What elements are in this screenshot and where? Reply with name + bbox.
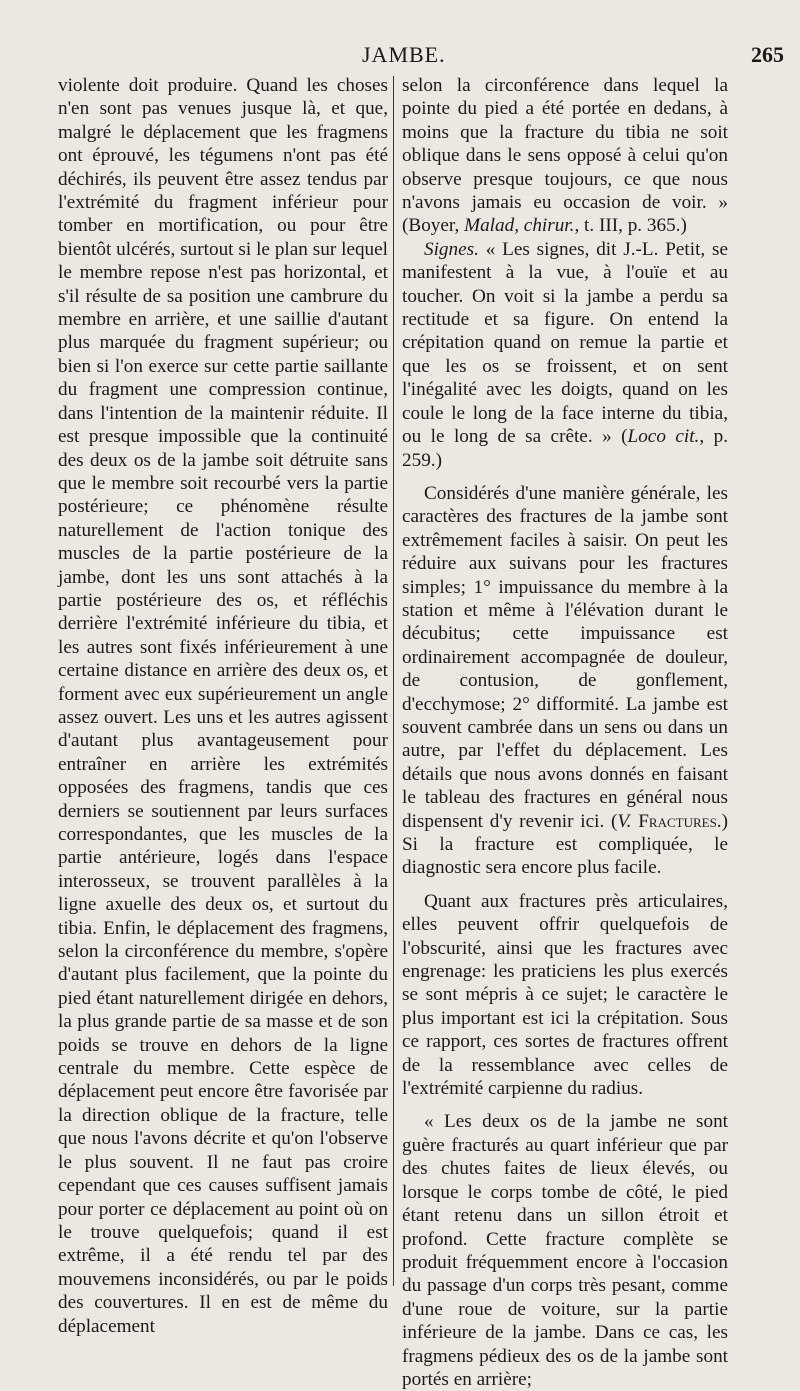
signes-end: , p. 259.)	[402, 426, 728, 471]
right-paragraph-1-text: selon la circonférence dans lequel la pointe du pied a été portée en dedans, à moins que la fracture du tibia ne soit oblique dans le sens opposé à celui qu'on observe presque toujours, ce que nous n'avons jamais eu occasion de voir. » (Boyer,	[402, 75, 728, 237]
consideres-text: Considérés d'une manière générale, les caractères des fractures de la jambe sont extrêmement faciles à saisir. On peut les réduire aux suivans pour les fractures simples; 1° impuissance du membre à la station et même à l'élévation durant le décubitus; cette impuissance est ordinairement accompagnée de douleur, de contusion, de gonflement, d'ecchymose; 2° difformité. La jambe est souvent cambrée dans un sens ou dans un autre, par l'effet du déplacement. Les détails que nous avons donnés en faisant le tableau des fractures en général nous dispensent d'y revenir ici. (	[402, 482, 728, 832]
signes-label: Signes.	[424, 238, 479, 260]
see-also-marker: V.	[617, 810, 632, 832]
running-head	[0, 42, 800, 72]
left-paragraph-1: violente doit produire. Quand les choses n'en sont pas venues jusque là, et que, malgré le déplacement que les fragmens ont éprouvé, les tégumens n'ont pas été déchirés, ils peuvent être assez tendus par l'extrémité du fragment inférieur pour tomber en mortification, ou pour être bientôt ulcérés, surtout si le plan sur lequel le membre repose n'est pas horizontal, et s'il résulte de sa position une cambrure du membre en arrière, et une saillie d'autant plus marquée du fragment supérieur; ou bien si l'on exerce sur cette partie saillante du fragment une compression continue, dans l'intention de la maintenir réduite. Il est presque impossible que la continuité des deux os de la jambe soit détruite sans que le membre soit recourbé vers la partie postérieure; ce phénomène résulte naturellement de l'action tonique des muscles de la partie postérieure de la jambe, dont les uns sont attachés à la partie postérieure des os, et réfléchis derrière l'extrémité inférieure du tibia, et les autres sont fixés inférieurement à une certaine distance en arrière des deux os, et forment avec eux supérieurement un angle assez ouvert. Les uns et les autres agissent d'autant plus avantageusement pour entraîner en arrière les extrémités opposées des fragmens, tandis que ces derniers se soutiennent par leurs surfaces correspondantes, que les muscles de la partie antérieure, logés dans l'espace interosseux, se trouvent parallèles à la ligne axuelle des deux os, et surtout du tibia. Enfin, le déplacement des fragmens, selon la circonférence du membre, s'opère d'autant plus facilement, que la pointe du pied étant naturellement dirigée en dehors, la plus grande partie de sa masse et de son poids se trouve en dehors de la ligne centrale du membre. Cette espèce de déplacement peut encore être favorisée par la direction oblique de la fracture, telle que nous l'avons décrite et qu'on l'observe le plus souvent. Il ne faut pas croire cependant que ces causes suffisent jamais pour porter ce déplacement au point où on le trouve quelquefois; quand il est extrême, il a été rendu tel par des mouvemens inconsidérés, ou par le poids des couvertures. Il en est de même du déplacement	[58, 75, 388, 1337]
right-paragraph-1	[402, 74, 728, 238]
citation-end: , t. III, p. 365.)	[574, 215, 687, 237]
quant-paragraph: Quant aux fractures près articulaires, elles peuvent offrir quelquefois de l'obscurité, ainsi que les fractures avec engrenage: les praticiens les plus exercés se sont mépris à ce sujet; le caractère le plus important est ici la crépitation. Sous ce rapport, ces sortes de fractures offrent de la ressemblance avec celles de l'extrémité carpienne du radius.	[402, 890, 728, 1100]
left-column	[58, 74, 388, 1337]
loco-cit: Loco cit.	[627, 426, 700, 448]
consideres-paragraph	[402, 482, 728, 880]
running-title: JAMBE.	[362, 42, 446, 67]
citation-title: Malad, chirur.	[464, 215, 575, 237]
signes-paragraph	[402, 238, 728, 472]
signes-text: « Les signes, dit J.-L. Petit, se manifestent à la vue, à l'ouïe et au toucher. On voit si la jambe a perdu sa rectitude et sa figure. On entend la crépitation quand on remue la partie et que les os se froissent, et on sent l'inégalité avec les doigts, quand on les coule le long de la face interne du tibia, ou le long de sa crête. » (	[402, 238, 728, 448]
column-divider	[393, 76, 394, 1286]
see-also-target: Fractures.	[631, 810, 722, 832]
right-column	[402, 74, 728, 1390]
page-number: 265	[751, 42, 784, 67]
consideres-end: ) Si la fracture est compliquée, le diagnostic sera encore plus facile.	[402, 810, 728, 879]
deux-os-paragraph: « Les deux os de la jambe ne sont guère fracturés au quart inférieur que par des chutes faites de lieux élevés, ou lorsque le corps tombe de côté, le pied étant retenu dans un sillon étroit et profond. Cette fracture complète se produit fréquemment encore à l'occasion du passage d'un corps très pesant, comme d'une roue de voiture, sur la partie inférieure de la jambe. Dans ce cas, les fragmens pédieux des os de la jambe sont portés en arrière;	[402, 1111, 728, 1390]
